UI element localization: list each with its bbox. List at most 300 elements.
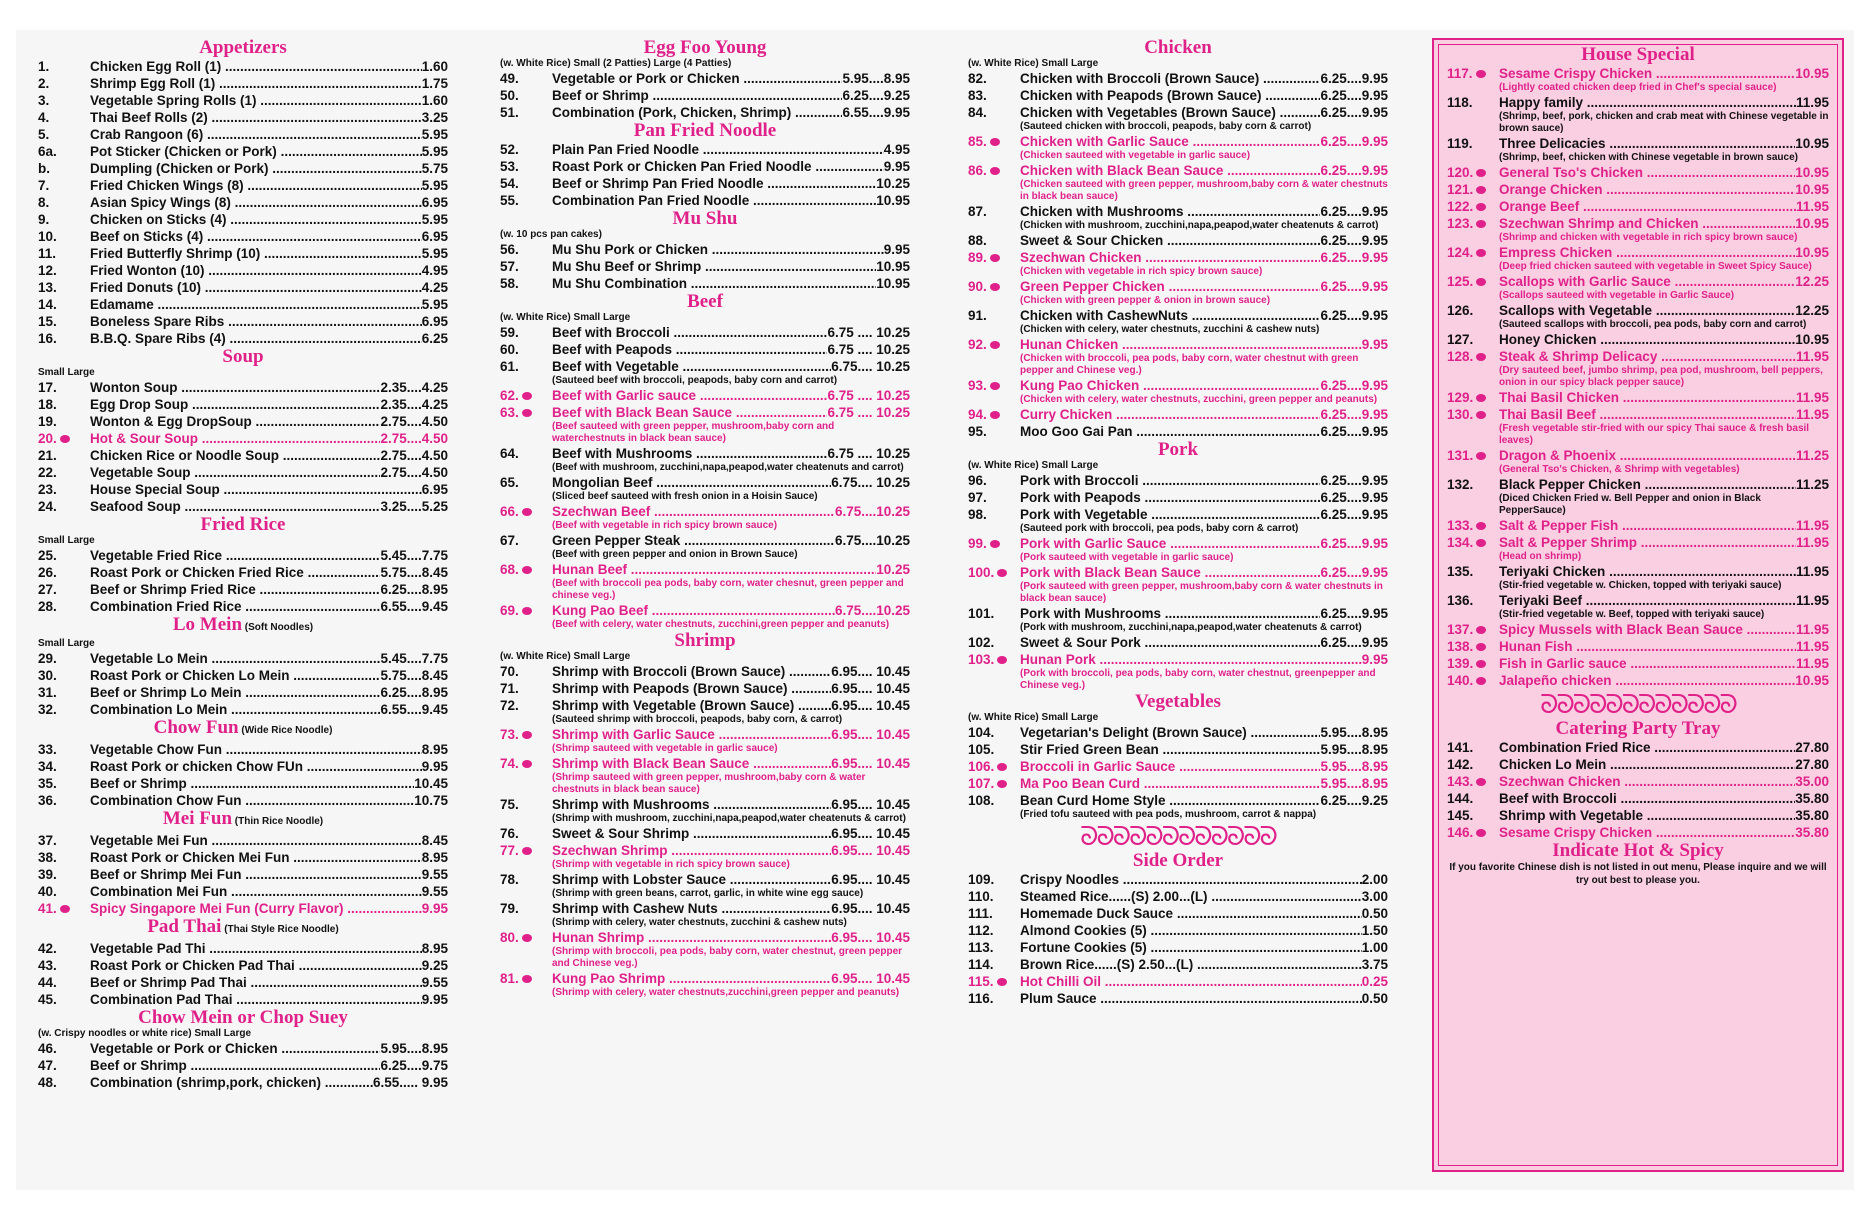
- item-number: 8.: [38, 195, 50, 210]
- menu-item: [968, 605, 1388, 622]
- menu-item: [500, 158, 910, 175]
- item-name: Pork with Vegetable .....: [1020, 506, 1320, 523]
- item-name: Roast Pork or Chicken Pad Thai .....: [90, 957, 422, 974]
- item-name: Vegetable Soup .....: [90, 464, 380, 481]
- menu-item: [1447, 592, 1829, 609]
- item-description: (Sauteed chicken with broccoli, peapods, baby corn & carrot): [1020, 121, 1312, 132]
- item-number: 10.: [38, 229, 57, 244]
- menu-item: [38, 547, 448, 564]
- item-name: Wonton Soup .....: [90, 379, 380, 396]
- item-name: Shrimp with Mushrooms .....: [552, 796, 831, 813]
- item-number: 15.: [38, 314, 57, 329]
- item-number: 36.: [38, 793, 57, 808]
- item-price: 27.80: [1795, 757, 1829, 772]
- menu-item: [38, 228, 448, 245]
- item-name: Pork with Mushrooms .....: [1020, 605, 1320, 622]
- item-name: Kung Pao Shrimp .....: [552, 970, 831, 987]
- menu-item: [968, 741, 1388, 758]
- item-number: 127.: [1447, 332, 1474, 347]
- item-description: (Beef with celery, water chestnuts, zucchini,green pepper and peanuts): [552, 619, 890, 630]
- item-price: 12.25: [1795, 303, 1829, 318]
- item-number: 105.: [968, 742, 995, 757]
- item-name: Beef with Mushrooms .....: [552, 445, 827, 462]
- item-name: Plain Pan Fried Noodle .....: [552, 141, 884, 158]
- item-number: 108.: [968, 793, 995, 808]
- menu-item: [38, 667, 448, 684]
- hot-pepper-icon: [990, 254, 1000, 262]
- item-name: Chicken Rice or Noodle Soup .....: [90, 447, 380, 464]
- item-number: 42.: [38, 941, 57, 956]
- item-number: 84.: [968, 105, 987, 120]
- item-number: 95.: [968, 424, 987, 439]
- menu-item: [500, 358, 910, 375]
- section-title-mu-shu: Mu Shu: [672, 208, 738, 229]
- item-description: (Sauteed scallops with broccoli, pea pods, baby corn and carrot): [1499, 319, 1807, 330]
- item-price: 6.55....9.45: [380, 702, 448, 717]
- item-name: Kung Pao Beef .....: [552, 602, 835, 619]
- hot-pepper-icon: [1476, 829, 1486, 837]
- item-name: Spicy Mussels with Black Bean Sauce .....: [1499, 621, 1796, 638]
- menu-item: [968, 406, 1388, 423]
- item-name: Hunan Shrimp .....: [552, 929, 831, 946]
- item-number: 11.: [38, 246, 57, 261]
- item-name: Thai Basil Chicken .....: [1499, 389, 1796, 406]
- item-name: Combination Mei Fun .....: [90, 883, 422, 900]
- item-description: (Shrimp, beef, chicken with Chinese vegetable in brown sauce): [1499, 152, 1798, 163]
- item-name: Pot Sticker (Chicken or Pork) .....: [90, 143, 422, 160]
- item-name: Shrimp with Garlic Sauce .....: [552, 726, 831, 743]
- item-number: 138.: [1447, 638, 1499, 655]
- section-title-pan-fried-noodle: Pan Fried Noodle: [633, 120, 777, 141]
- item-price: 11.25: [1795, 477, 1829, 492]
- hot-pepper-icon: [1476, 677, 1486, 685]
- item-price: 6.95.... 10.45: [831, 872, 910, 887]
- menu-item: [38, 430, 448, 447]
- menu-item: [38, 75, 448, 92]
- item-price: 6.25....9.95: [1320, 635, 1388, 650]
- item-name: Edamame .....: [90, 296, 422, 313]
- item-price: 5.45....7.75: [380, 651, 448, 666]
- item-number: 64.: [500, 446, 519, 461]
- menu-item: [500, 602, 910, 619]
- item-name: Teriyaki Beef .....: [1499, 592, 1796, 609]
- section-size-header: (w. White Rice) Small Large: [500, 651, 631, 662]
- menu-item: [1447, 621, 1829, 638]
- item-price: 11.95: [1795, 656, 1829, 671]
- decorative-scroll: ᘐᘐᘐᘐᘐᘐᘐᘐᘐᘐᘐᘐ: [1080, 821, 1276, 851]
- item-number: 16.: [38, 331, 57, 346]
- section-title-beef: Beef: [687, 291, 723, 312]
- item-name: Vegetable Fried Rice .....: [90, 547, 380, 564]
- item-number: 58.: [500, 276, 519, 291]
- item-price: 6.75 .... 10.25: [827, 405, 910, 420]
- item-name: Combination Lo Mein .....: [90, 701, 380, 718]
- section-size-header: (w. White Rice) Small Large: [968, 460, 1099, 471]
- item-name: Empress Chicken .....: [1499, 244, 1795, 261]
- item-name: Pork with Garlic Sauce .....: [1020, 535, 1320, 552]
- item-price: 35.80: [1795, 808, 1829, 823]
- menu-item: [968, 724, 1388, 741]
- item-number: 46.: [38, 1041, 57, 1056]
- menu-item: [500, 141, 910, 158]
- item-price: 3.25....5.25: [380, 499, 448, 514]
- item-name: Beef or Shrimp Pad Thai .....: [90, 974, 422, 991]
- item-price: 5.95....8.95: [1320, 776, 1388, 791]
- menu-item: [1447, 655, 1829, 672]
- menu-item: [38, 957, 448, 974]
- menu-item: [968, 888, 1388, 905]
- item-name: Sweet & Sour Chicken .....: [1020, 232, 1320, 249]
- menu-item: [1447, 790, 1829, 807]
- item-description: (Dry sauteed beef, jumbo shrimp, pea pod, mushroom, bell peppers, onion in our spicy black pepper sauce): [1499, 365, 1823, 388]
- menu-item: [38, 143, 448, 160]
- item-name: Thai Basil Beef .....: [1499, 406, 1796, 423]
- item-name: Chicken with CashewNuts .....: [1020, 307, 1320, 324]
- item-price: 6.95.... 10.45: [831, 664, 910, 679]
- item-price: 9.25: [421, 958, 448, 973]
- item-number: 4.: [38, 110, 50, 125]
- item-price: 9.55: [421, 884, 448, 899]
- item-number: 110.: [968, 889, 994, 904]
- item-description: (Chicken with broccoli, pea pods, baby corn, water chestnut with green pepper and Chinese veg.): [1020, 353, 1359, 376]
- menu-item: [38, 379, 448, 396]
- item-name: Chicken with Black Bean Sauce .....: [1020, 162, 1320, 179]
- section-size-header: Small Large: [38, 638, 95, 649]
- item-number: 6a.: [38, 144, 57, 159]
- item-name: Beef or Shrimp Pan Fried Noodle .....: [552, 175, 876, 192]
- hot-pepper-icon: [1476, 220, 1486, 228]
- item-number: 21.: [38, 448, 57, 463]
- section-title-catering-party-tray: Catering Party Tray: [1555, 718, 1721, 739]
- item-name: Chicken with Broccoli (Brown Sauce) .....: [1020, 70, 1320, 87]
- menu-item: [500, 825, 910, 842]
- item-description: (Shrimp sauteed with green pepper, mushroom,baby corn & water chestnuts in black bean sauce): [552, 772, 866, 795]
- menu-item: [1447, 389, 1829, 406]
- item-number: 39.: [38, 867, 57, 882]
- menu-item: [500, 970, 910, 987]
- item-name: Sweet & Sour Shrimp .....: [552, 825, 831, 842]
- item-description: (Chicken with vegetable in rich spicy brown sauce): [1020, 266, 1263, 277]
- menu-item: [1447, 273, 1829, 290]
- menu-item: [38, 564, 448, 581]
- item-number: 40.: [38, 884, 57, 899]
- item-number: 73.: [500, 726, 552, 743]
- item-number: 41.: [38, 900, 90, 917]
- hot-pepper-icon: [1476, 203, 1486, 211]
- menu-column-1: [38, 38, 448, 1091]
- item-price: 6.25....8.95: [380, 582, 448, 597]
- hot-pepper-icon: [522, 508, 532, 516]
- item-number: 35.: [38, 776, 57, 791]
- item-number: 69.: [500, 602, 552, 619]
- hot-pepper-icon: [1476, 70, 1486, 78]
- item-number: 62.: [500, 387, 552, 404]
- menu-item: [968, 87, 1388, 104]
- item-price: 5.95: [421, 178, 448, 193]
- menu-item: [968, 377, 1388, 394]
- item-name: Bean Curd Home Style .....: [1020, 792, 1320, 809]
- item-price: 6.25....9.95: [1320, 606, 1388, 621]
- item-number: 119.: [1447, 136, 1473, 151]
- section-title-mei-fun: Mei Fun (Thin Rice Noodle): [162, 808, 324, 829]
- item-price: 6.25....9.95: [1320, 473, 1388, 488]
- hot-pepper-icon: [1476, 186, 1486, 194]
- item-price: 6.25....9.95: [1320, 378, 1388, 393]
- menu-item: [500, 175, 910, 192]
- menu-item: [38, 396, 448, 413]
- hot-pepper-icon: [990, 382, 1000, 390]
- item-name: Chicken Lo Mein .....: [1499, 756, 1795, 773]
- item-price: 9.95: [421, 992, 448, 1007]
- item-name: Mu Shu Combination .....: [552, 275, 876, 292]
- item-number: 121.: [1447, 181, 1499, 198]
- item-price: 2.35....4.25: [380, 380, 448, 395]
- item-description: (General Tso's Chicken, & Shrimp with vegetables): [1499, 464, 1740, 475]
- item-description: (Pork with broccoli, pea pods, baby corn, water chestnut, greenpepper and Chinese veg.): [1020, 668, 1376, 691]
- item-number: 63.: [500, 404, 552, 421]
- hot-pepper-icon: [522, 607, 532, 615]
- item-name: Moo Goo Gai Pan .....: [1020, 423, 1320, 440]
- menu-item: [1447, 824, 1829, 841]
- menu-item: [968, 133, 1388, 150]
- item-number: 134.: [1447, 534, 1499, 551]
- item-description: (Shrimp with green beans, carrot, garlic, in white wine egg sauce): [552, 888, 864, 899]
- item-name: Black Pepper Chicken .....: [1499, 476, 1796, 493]
- item-number: 144.: [1447, 791, 1474, 806]
- item-number: 125.: [1447, 273, 1499, 290]
- item-name: Shrimp with Peapods (Brown Sauce) .....: [552, 680, 831, 697]
- item-name: Roast Pork or Chicken Lo Mein .....: [90, 667, 380, 684]
- menu-item: [968, 249, 1388, 266]
- item-name: Roast Pork or chicken Chow FUn .....: [90, 758, 422, 775]
- item-price: 5.95....8.95: [1320, 725, 1388, 740]
- hot-pepper-icon: [990, 540, 1000, 548]
- item-price: 6.25....9.25: [1320, 793, 1388, 808]
- item-number: 7.: [38, 178, 50, 193]
- item-price: 5.45....7.75: [380, 548, 448, 563]
- item-price: 5.95: [421, 246, 448, 261]
- item-price: 6.25....9.95: [1320, 565, 1388, 580]
- item-price: 6.95.... 10.45: [831, 930, 910, 945]
- item-description: (Shrimp, beef, pork, chicken and crab meat with Chinese vegetable in brown sauce): [1499, 111, 1829, 134]
- item-name: Pork with Broccoli .....: [1020, 472, 1320, 489]
- item-price: 6.25....9.95: [1320, 250, 1388, 265]
- hot-pepper-icon: [522, 731, 532, 739]
- item-name: Seafood Soup .....: [90, 498, 380, 515]
- item-price: 10.25: [876, 176, 910, 191]
- item-name: Curry Chicken .....: [1020, 406, 1320, 423]
- section-subtitle: (Thin Rice Noodle): [232, 816, 324, 827]
- item-name: Shrimp with Lobster Sauce .....: [552, 871, 831, 888]
- menu-item: [38, 126, 448, 143]
- menu-item: [1447, 447, 1829, 464]
- item-number: 49.: [500, 71, 519, 86]
- item-number: 82.: [968, 71, 987, 86]
- item-name: Beef with Broccoli .....: [1499, 790, 1795, 807]
- item-price: 8.45: [421, 833, 448, 848]
- item-number: 129.: [1447, 389, 1499, 406]
- item-name: Beef or Shrimp .....: [552, 87, 842, 104]
- item-number: 133.: [1447, 517, 1499, 534]
- item-price: 9.55: [421, 867, 448, 882]
- menu-item: [968, 634, 1388, 651]
- item-name: Chicken with Vegetables (Brown Sauce) .....: [1020, 104, 1320, 121]
- menu-item: [968, 871, 1388, 888]
- item-number: 56.: [500, 242, 519, 257]
- section-size-header: (w. 10 pcs pan cakes): [500, 229, 602, 240]
- item-price: 3.25: [421, 110, 448, 125]
- item-name: Brown Rice......(S) 2.50...(L) .....: [1020, 956, 1362, 973]
- item-number: 71.: [500, 681, 519, 696]
- item-price: 0.25: [1361, 974, 1388, 989]
- hot-pepper-icon: [997, 780, 1007, 788]
- item-price: 2.75....4.50: [380, 414, 448, 429]
- item-number: 77.: [500, 842, 552, 859]
- hot-pepper-icon: [1476, 169, 1486, 177]
- item-name: Chicken on Sticks (4) .....: [90, 211, 422, 228]
- item-name: Pork with Black Bean Sauce .....: [1020, 564, 1320, 581]
- item-number: 130.: [1447, 406, 1499, 423]
- item-price: 10.95: [1795, 66, 1829, 81]
- menu-item: [38, 650, 448, 667]
- hot-pepper-icon: [522, 934, 532, 942]
- item-name: Sesame Crispy Chicken .....: [1499, 824, 1795, 841]
- item-price: 6.25....8.95: [380, 685, 448, 700]
- menu-item: [500, 104, 910, 121]
- menu-item: [38, 849, 448, 866]
- item-description: (Pork sauteed with vegetable in garlic sauce): [1020, 552, 1234, 563]
- item-number: 22.: [38, 465, 57, 480]
- item-name: Shrimp with Broccoli (Brown Sauce) .....: [552, 663, 831, 680]
- menu-item: [38, 701, 448, 718]
- menu-item: [38, 832, 448, 849]
- item-name: Wonton & Egg DropSoup .....: [90, 413, 380, 430]
- item-price: 9.95: [421, 759, 448, 774]
- section-title-pad-thai: Pad Thai (Thai Style Rice Noodle): [147, 916, 339, 937]
- hot-pepper-icon: [997, 978, 1007, 986]
- item-name: B.B.Q. Spare Ribs (4) .....: [90, 330, 422, 347]
- menu-item: [1447, 638, 1829, 655]
- section-title-fried-rice: Fried Rice: [200, 514, 286, 535]
- item-number: 109.: [968, 872, 995, 887]
- menu-item: [1447, 198, 1829, 215]
- item-name: Combination (Pork, Chicken, Shrimp) .....: [552, 104, 842, 121]
- item-description: (Pork with mushroom, zucchini,napa,peapod,water cheatenuts & carrot): [1020, 622, 1362, 633]
- item-number: 54.: [500, 176, 519, 191]
- item-name: Beef or Shrimp Fried Rice .....: [90, 581, 380, 598]
- item-number: 59.: [500, 325, 519, 340]
- item-description: (Stir-fried vegetable w. Chicken, topped with teriyaki sauce): [1499, 580, 1782, 591]
- item-name: Hot & Sour Soup .....: [90, 430, 380, 447]
- hot-pepper-icon: [1476, 522, 1486, 530]
- menu-item: [1447, 807, 1829, 824]
- item-number: 52.: [500, 142, 519, 157]
- item-description: (Sliced beef sauteed with fresh onion in a Hoisin Sauce): [552, 491, 818, 502]
- item-price: 4.95: [883, 142, 910, 157]
- item-price: 6.25....9.25: [842, 88, 910, 103]
- menu-item: [38, 413, 448, 430]
- item-description: (Chicken sauteed with green pepper, mushroom,baby corn & water chestnuts in black bean sauce): [1020, 179, 1388, 202]
- item-price: 2.35....4.25: [380, 397, 448, 412]
- item-name: Salt & Pepper Shrimp .....: [1499, 534, 1796, 551]
- menu-item: [500, 755, 910, 772]
- item-number: 67.: [500, 533, 519, 548]
- item-price: 35.80: [1795, 791, 1829, 806]
- item-name: Combination Pad Thai .....: [90, 991, 422, 1008]
- item-price: 6.75 .... 10.25: [827, 446, 910, 461]
- item-name: Plum Sauce .....: [1020, 990, 1362, 1007]
- item-price: 6.95: [421, 314, 448, 329]
- item-number: 115.: [968, 973, 1020, 990]
- item-name: Scallops with Vegetable .....: [1499, 302, 1795, 319]
- menu-item: [500, 474, 910, 491]
- menu-column-2: [500, 38, 910, 999]
- item-price: 1.75: [421, 76, 448, 91]
- section-size-header: Small Large: [38, 367, 95, 378]
- item-name: Egg Drop Soup .....: [90, 396, 380, 413]
- hot-pepper-icon: [990, 283, 1000, 291]
- item-name: Honey Chicken .....: [1499, 331, 1795, 348]
- item-number: 65.: [500, 475, 519, 490]
- item-name: Fried Wonton (10) .....: [90, 262, 422, 279]
- item-price: 6.75 .... 10.25: [827, 342, 910, 357]
- item-number: 143.: [1447, 773, 1499, 790]
- item-price: 6.95.... 10.45: [831, 901, 910, 916]
- item-number: 19.: [38, 414, 57, 429]
- item-number: 53.: [500, 159, 519, 174]
- item-price: 6.95.... 10.45: [831, 826, 910, 841]
- menu-item: [500, 241, 910, 258]
- item-name: Roast Pork or Chicken Mei Fun .....: [90, 849, 422, 866]
- item-price: 5.95: [421, 127, 448, 142]
- menu-item: [38, 991, 448, 1008]
- item-name: Szechwan Chicken .....: [1499, 773, 1795, 790]
- item-description: (Chicken with celery, water chestnuts, zucchini & cashew nuts): [1020, 324, 1320, 335]
- item-price: 6.95: [421, 229, 448, 244]
- item-number: 81.: [500, 970, 552, 987]
- hot-pepper-icon: [1476, 778, 1486, 786]
- item-description: (Beef with vegetable in rich spicy brown sauce): [552, 520, 778, 531]
- item-name: Chicken Egg Roll (1) .....: [90, 58, 422, 75]
- menu-item: [500, 192, 910, 209]
- item-name: Beef or Shrimp Mei Fun .....: [90, 866, 422, 883]
- item-price: 6.75 .... 10.25: [827, 388, 910, 403]
- item-name: Broccoli in Garlic Sauce .....: [1020, 758, 1320, 775]
- decorative-scroll: ᘐᘐᘐᘐᘐᘐᘐᘐᘐᘐᘐᘐ: [1540, 689, 1736, 719]
- item-price: 10.45: [414, 776, 448, 791]
- item-price: 10.95: [1795, 216, 1829, 231]
- item-number: 30.: [38, 668, 57, 683]
- item-number: 97.: [968, 490, 987, 505]
- hot-pepper-icon: [1476, 394, 1486, 402]
- item-number: 101.: [968, 606, 995, 621]
- item-number: 61.: [500, 359, 519, 374]
- item-name: Szechwan Shrimp and Chicken .....: [1499, 215, 1795, 232]
- item-price: 2.00: [1361, 872, 1388, 887]
- hot-pepper-icon: [522, 566, 532, 574]
- item-number: 91.: [968, 308, 987, 323]
- item-price: 6.95.... 10.45: [831, 797, 910, 812]
- menu-item: [38, 194, 448, 211]
- item-description: (Sauteed pork with broccoli, pea pods, baby corn & carrot): [1020, 523, 1299, 534]
- menu-item: [500, 404, 910, 421]
- menu-item: [1447, 65, 1829, 82]
- item-name: Vegetable Lo Mein .....: [90, 650, 380, 667]
- menu-item: [968, 232, 1388, 249]
- item-number: 86.: [968, 162, 1020, 179]
- menu-item: [1447, 563, 1829, 580]
- menu-item: [38, 1057, 448, 1074]
